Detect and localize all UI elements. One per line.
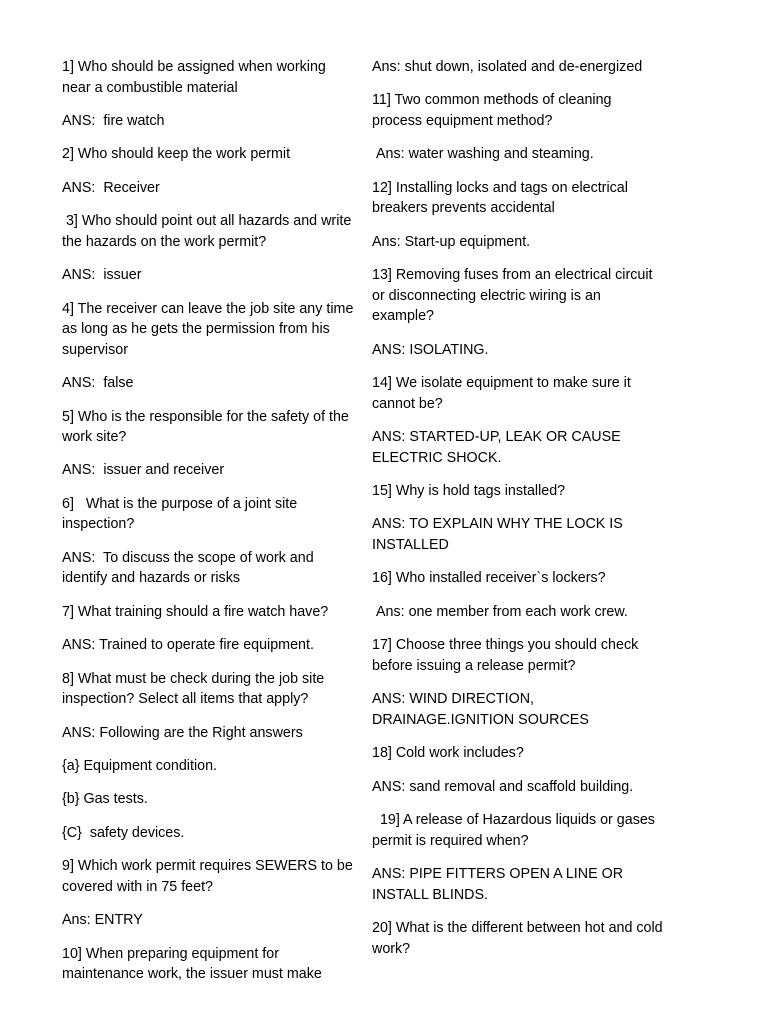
- question-2: 2] Who should keep the work permit: [62, 146, 291, 163]
- question-12: 12] Installing locks and tags on electrical breakers prevents accidental: [372, 179, 632, 217]
- question-20: 20] What is the different between hot and cold work?: [372, 919, 667, 957]
- answer-18: ANS: sand removal and scaffold building.: [372, 778, 634, 795]
- question-10: 10] When preparing equipment for maintenance work, the issuer must make: [62, 945, 322, 983]
- question-3: 3] Who should point out all hazards and write the hazards on the work permit?: [62, 213, 356, 250]
- question-16: 16] Who installed receiver`s lockers?: [372, 570, 606, 587]
- question-11: 11] Two common methods of cleaning process equipment method?: [372, 92, 616, 129]
- question-13: 13] Removing fuses from an electrical circuit or disconnecting electric wiring is an example?: [372, 267, 657, 325]
- question-17: 17] Choose three things you should check before issuing a release permit?: [372, 637, 643, 674]
- question-15: 15] Why is hold tags installed?: [372, 483, 566, 500]
- answer-8: ANS: Following are the Right answers: [62, 724, 303, 741]
- answer-16: Ans: one member from each work crew.: [372, 603, 628, 620]
- answer-11: Ans: water washing and steaming.: [372, 146, 594, 163]
- question-9: 9] Which work permit requires SEWERS to be covered with in 75 feet?: [62, 858, 357, 895]
- answer-9: Ans: ENTRY: [62, 912, 143, 929]
- question-7: 7] What training should a fire watch have?: [62, 603, 329, 620]
- question-14: 14] We isolate equipment to make sure it cannot be?: [372, 375, 635, 412]
- answer-1: ANS: fire watch: [62, 112, 165, 129]
- question-4: 4] The receiver can leave the job site any time as long as he gets the permission from his supervisor: [62, 300, 358, 358]
- question-5: 5] Who is the responsible for the safety of the work site?: [62, 408, 353, 446]
- answer-4: ANS: false: [62, 375, 134, 392]
- answer-8-item-b: {b} Gas tests.: [62, 791, 148, 808]
- left-column: [62, 57, 358, 998]
- question-6: 6] What is the purpose of a joint site inspection?: [62, 495, 302, 533]
- answer-6: ANS: To discuss the scope of work and identify and hazards or risks: [62, 549, 318, 587]
- answer-14: ANS: STARTED-UP, LEAK OR CAUSE ELECTRIC SHOCK.: [372, 429, 625, 466]
- answer-13: ANS: ISOLATING.: [372, 341, 489, 358]
- question-19: 19] A release of Hazardous liquids or gases permit is required when?: [372, 811, 659, 849]
- answer-2: ANS: Receiver: [62, 179, 160, 196]
- answer-8-item-c: {C} safety devices.: [62, 824, 185, 841]
- answer-3: ANS: issuer: [62, 267, 142, 284]
- question-8: 8] What must be check during the job site inspection? Select all items that apply?: [62, 670, 329, 708]
- answer-7: ANS: Trained to operate fire equipment.: [62, 637, 314, 654]
- answer-17: ANS: WIND DIRECTION, DRAINAGE.IGNITION SOURCES: [372, 691, 589, 728]
- question-18: 18] Cold work includes?: [372, 745, 524, 762]
- question-1: 1] Who should be assigned when working near a combustible material: [62, 59, 330, 96]
- answer-12: Ans: Start-up equipment.: [372, 233, 531, 250]
- answer-10: Ans: shut down, isolated and de-energized: [372, 59, 643, 75]
- answer-15: ANS: TO EXPLAIN WHY THE LOCK IS INSTALLED: [372, 516, 627, 554]
- answer-5: ANS: issuer and receiver: [62, 462, 225, 479]
- right-column: [372, 57, 667, 972]
- answer-8-item-a: {a} Equipment condition.: [62, 758, 217, 774]
- answer-19: ANS: PIPE FITTERS OPEN A LINE OR INSTALL BLINDS.: [372, 865, 628, 903]
